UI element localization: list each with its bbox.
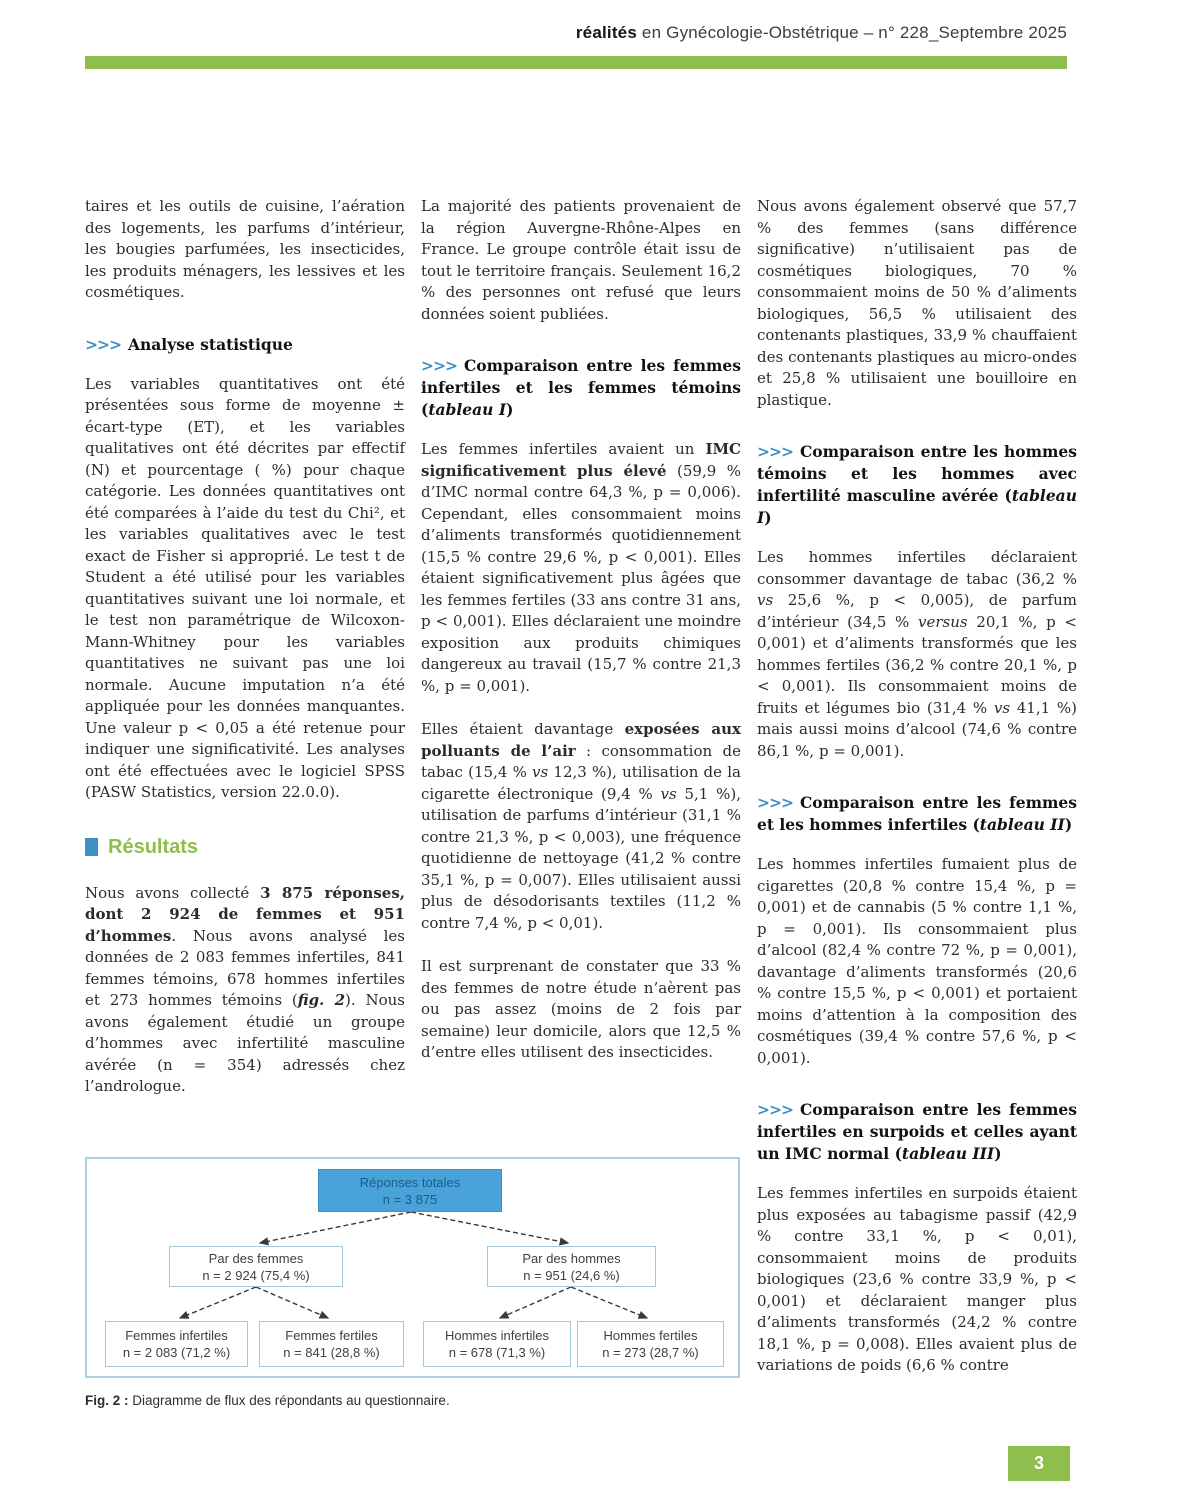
subsection-heading-comp-men [757,441,1077,529]
journal-header [576,23,1067,43]
node-count: n = 951 (24,6 %) [523,1267,620,1283]
body-paragraph: Les variables quantitatives ont été présentées sous forme de moyenne ± écart-type (ET), et les variables qualitatives ont été décrites par effectif (N) et pourcentage ( %) pour chaque catégorie. Les données quantitatives ont été comparées à l’aide du test du Chi², et les variables qualitatives avec le test exact de Fisher si approprié. Le test t de Student a été utilisé pour les variables quantitatives suivant une loi normale, et le test non paramétrique de Wilcoxon-Mann-Whitney pour les variables quantitatives ne suivant pas une loi normale. Aucune imputation n’a été appliquée pour les données manquantes. Une valeur p < 0,05 a été retenue pour indiquer une significativité. Les analyses ont été effectuées avec le logiciel SPSS (PASW Statistics, version 22.0.0). [85,374,405,801]
node-label: Femmes infertiles [125,1328,228,1343]
body-paragraph: Les femmes infertiles en surpoids étaient plus exposées au tabagisme passif (42,9 % contre 33,1 %, p < 0,01), consommaient moins de produits biologiques (23,6 % contre 33,9 %, p < 0,001) et déclaraient manger plus d’aliments transformés (24,2 % contre 18,1 %, p = 0,008). Elles avaient plus de variations de poids (6,6 % contre [757,1184,1077,1374]
node-label: Femmes fertiles [285,1328,378,1343]
flow-node-women [169,1246,343,1287]
flow-node-men-fertile [577,1321,724,1367]
node-label: Par des hommes [522,1250,621,1266]
journal-issue: en Gynécologie-Obstétrique – n° 228_Septembre 2025 [637,23,1067,42]
body-paragraph: Nous avons collecté 3 875 réponses, dont 2 924 de femmes et 951 d’hommes. Nous avons analysé les données de 2 083 femmes infertiles, 841 femmes témoins, 678 hommes infertiles et 273 hommes témoins (fig. 2). Nous avons également étudié un groupe d’hommes avec infertilité masculine avérée (n = 354) adressés chez l’andrologue. [85,883,405,1095]
column-3 [757,196,1077,1399]
flow-node-total [318,1169,502,1212]
subsection-heading-analyse [85,334,405,356]
node-label: Hommes infertiles [444,1328,550,1343]
node-count: n = 2 083 (71,2 %) [122,1345,231,1360]
page-number-badge [1008,1446,1070,1481]
node-count: n = 273 (28,7 %) [602,1345,699,1360]
body-paragraph: Les hommes infertiles fumaient plus de cigarettes (20,8 % contre 15,4 %, p = 0,001) et de cannabis (5 % contre 1,1 %, p = 0,001). Ils consommaient plus d’alcool (82,4 % contre 72 %, p = 0,001), davantage d’aliments transformés (20,6 % contre 15,5 %, p < 0,001) et portaient moins d’attention à la composition des cosmétiques (39,4 % contre 57,6 %, p < 0,001). [757,855,1077,1067]
triple-chevron-icon: >>> [757,793,793,812]
body-paragraph: taires et les outils de cuisine, l’aération des logements, les parfums d’intérieur, les bougies parfumées, les insecticides, les produits ménagers, les lessives et les cosmétiques. [85,197,405,301]
journal-brand: réalités [575,23,637,42]
node-count: n = 2 924 (75,4 %) [202,1267,310,1283]
body-paragraph: Les hommes infertiles déclaraient consommer davantage de tabac (36,2 % vs 25,6 %, p < 0,005), de parfum d’intérieur (34,5 % versus 20,1 %, p < 0,001) et d’aliments transformés que les hommes fertiles (36,2 % contre 20,1 %, p < 0,001). Ils consommaient moins de fruits et légumes bio (31,4 % vs 41,1 %) mais aussi moins d’alcool (74,6 % contre 86,1 %, p = 0,001). [757,548,1077,760]
figure-flow-diagram [85,1157,740,1378]
subsection-title: Comparaison entre les femmes infertiles et les femmes témoins (tableau I) [421,356,741,419]
figure-caption-label: Fig. 2 : [85,1393,129,1408]
figure-caption [85,1393,450,1408]
header-green-bar [85,56,1067,69]
subsection-heading-comp-women [421,355,741,421]
subsection-heading-comp-mixed [757,792,1077,836]
flow-node-men [487,1246,656,1287]
subsection-title: Comparaison entre les hommes témoins et les hommes avec infertilité masculine avérée (tableau I) [757,442,1077,527]
node-label: Hommes fertiles [603,1328,698,1343]
body-paragraph: Il est surprenant de constater que 33 % des femmes de notre étude n’aèrent pas ou pas assez (moins de 2 fois par semaine) leur domicile, alors que 12,5 % d’entre elles utilisent des insecticides. [421,957,741,1061]
flow-node-women-infertile [105,1321,248,1367]
section-heading-resultats [85,836,405,859]
page-number: 3 [1033,1453,1044,1473]
body-paragraph: Nous avons également observé que 57,7 % des femmes (sans différence significative) n’utilisaient pas de cosmétiques biologiques, 70 % consommaient moins de 50 % d’aliments biologiques, 56,5 % utilisaient des contenants plastiques, 33,9 % chauffaient des contenants plastiques au micro-ondes et 25,8 % utilisaient une bouilloire en plastique. [757,197,1077,409]
node-label: Par des femmes [208,1250,304,1266]
subsection-title: Comparaison entre les femmes infertiles en surpoids et celles ayant un IMC normal (tableau III) [757,1100,1077,1163]
node-count: n = 3 875 [382,1191,438,1207]
subsection-heading-comp-overweight [757,1099,1077,1165]
triple-chevron-icon: >>> [757,442,793,461]
body-paragraph: Elles étaient davantage exposées aux polluants de l’air : consommation de tabac (15,4 % vs 12,3 %), utilisation de la cigarette électronique (9,4 % vs 5,1 %), utilisation de parfums d’intérieur (31,1 % contre 21,3 %, p < 0,003), une fréquence quotidienne de nettoyage (41,2 % contre 35,1 %, p = 0,007). Elles utilisaient aussi plus de désodorisants textiles (11,2 % contre 7,4 %, p < 0,01). [421,720,741,932]
node-label: Réponses totales [359,1174,461,1190]
figure-caption-text: Diagramme de flux des répondants au questionnaire. [128,1393,450,1408]
subsection-title: Comparaison entre les femmes et les hommes infertiles (tableau II) [757,793,1077,834]
flow-node-women-fertile [259,1321,404,1367]
body-paragraph: Les femmes infertiles avaient un IMC significativement plus élevé (59,9 % d’IMC normal contre 64,3 %, p = 0,006). Cependant, elles consommaient moins d’aliments transformés quotidiennement (15,5 % contre 29,6 %, p < 0,001). Elles étaient significativement plus âgées que les femmes fertiles (33 ans contre 31 ans, p < 0,001). Elles déclaraient une moindre exposition aux produits chimiques dangereux au travail (15,7 % contre 21,3 %, p = 0,001). [421,440,742,695]
node-count: n = 678 (71,3 %) [448,1345,546,1360]
body-paragraph: La majorité des patients provenaient de la région Auvergne-Rhône-Alpes en France. Le groupe contrôle était issu de tout le territoire français. Seulement 16,2 % des personnes ont refusé que leurs données soient publiées. [421,197,741,323]
triple-chevron-icon: >>> [421,356,457,375]
section-bullet-icon [85,838,98,856]
section-title: Résultats [108,835,199,858]
triple-chevron-icon: >>> [85,334,121,354]
node-count: n = 841 (28,8 %) [283,1345,380,1360]
triple-chevron-icon: >>> [757,1100,793,1119]
subsection-title: Analyse statistique [127,334,293,354]
flow-node-men-infertile [423,1321,571,1367]
